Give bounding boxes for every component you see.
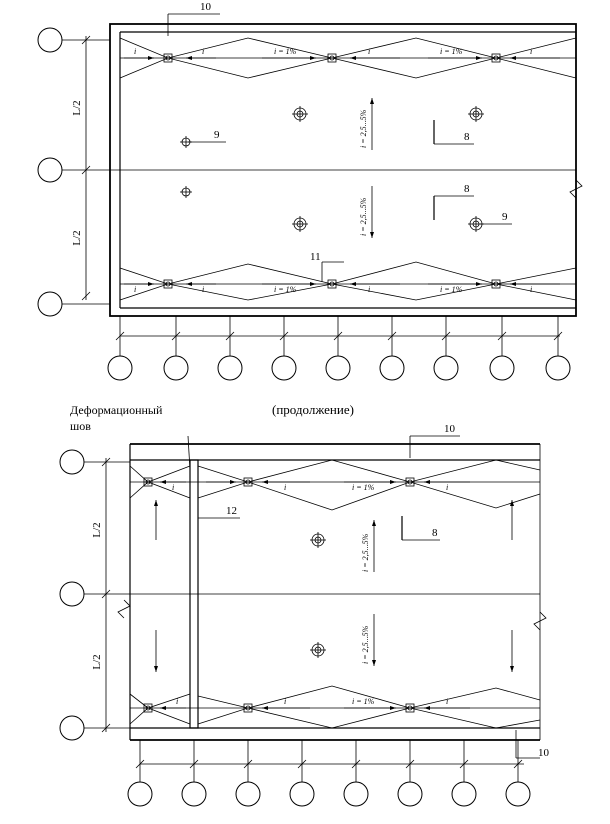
slope-label: i — [202, 285, 205, 294]
dimension-label-lower: L/2 — [91, 654, 103, 670]
roof-drain-funnel — [310, 532, 326, 658]
grid-axis-bubble-bottom — [490, 356, 514, 380]
grid-axis-bubble-bottom — [236, 782, 260, 806]
callout-number: 10 — [538, 747, 549, 759]
dimension-label-upper: L/2 — [71, 100, 83, 116]
slope-label: i — [134, 47, 137, 56]
bottom-roof-plan — [60, 423, 550, 806]
dimension-label-lower: L/2 — [71, 230, 83, 246]
main-slope-arrow-up — [370, 98, 374, 150]
dimension-line-left — [102, 458, 110, 732]
grid-axis-bubble-bottom — [128, 782, 152, 806]
callout-number: 8 — [464, 183, 470, 195]
grid-axis-bubble-left-top — [60, 450, 84, 474]
top-roof-plan — [38, 1, 582, 380]
grid-axis-bubble-bottom — [182, 782, 206, 806]
break-mark — [118, 600, 130, 618]
grid-axis-bubble-bottom — [290, 782, 314, 806]
callout-number: 8 — [432, 527, 438, 539]
expansion-joint-label-line1: Деформационный — [70, 403, 163, 417]
slope-label: i — [446, 483, 449, 492]
dimension-line-left — [82, 36, 90, 300]
edge-slope-arrows — [154, 500, 514, 672]
dimension-label-upper: L/2 — [91, 522, 103, 538]
main-slope-label: i = 2,5...5% — [361, 533, 370, 572]
grid-axis-bubble-bottom — [380, 356, 404, 380]
grid-axis-bubble-left-top — [38, 28, 62, 52]
grid-axis-bubble-bottom — [164, 356, 188, 380]
grid-axis-bubble-bottom — [108, 356, 132, 380]
callout-number: 10 — [444, 423, 455, 435]
slope-label: i — [530, 47, 533, 56]
valley-zigzag-top — [130, 460, 540, 510]
callout-number: 10 — [200, 1, 211, 13]
main-slope-label: i = 2,5...5% — [359, 109, 368, 148]
grid-axis-bubble-bottom — [434, 356, 458, 380]
column-grid-axes-top-plan — [116, 316, 562, 356]
grid-axis-bubble-bottom — [272, 356, 296, 380]
slope-label: i — [368, 285, 371, 294]
slope-label: i — [284, 483, 287, 492]
expansion-joint-label-line2: шов — [70, 419, 91, 433]
valley-drain — [164, 54, 500, 288]
grid-axis-bubble-bottom — [344, 782, 368, 806]
grid-axis-bubble-left-bottom — [38, 292, 62, 316]
slope-label: i — [368, 47, 371, 56]
valley-zigzag-bottom — [130, 686, 540, 728]
callout-number: 12 — [226, 505, 237, 517]
main-slope-arrow-down — [370, 186, 374, 238]
grid-axis-bubble-bottom — [452, 782, 476, 806]
callout-number: 9 — [214, 129, 220, 141]
slope-label: i — [176, 697, 179, 706]
valley-drain — [144, 478, 414, 712]
grid-axis-bubble-left-middle — [38, 158, 62, 182]
slope-label: i — [446, 697, 449, 706]
valley-zigzag-bottom — [120, 262, 576, 300]
slope-label: i — [172, 483, 175, 492]
roof-drain-funnel — [180, 106, 484, 232]
main-slope-label: i = 2,5...5% — [361, 625, 370, 664]
slope-label: i = 1% — [440, 285, 463, 294]
main-slope-arrow-up — [372, 520, 376, 572]
grid-axis-bubble-left-middle — [60, 582, 84, 606]
slope-label: i — [134, 285, 137, 294]
slope-label: i = 1% — [352, 483, 375, 492]
main-slope-label: i = 2,5...5% — [359, 197, 368, 236]
slope-label: i — [530, 285, 533, 294]
continuation-caption: (продолжение) — [272, 402, 354, 417]
callout-number: 11 — [310, 251, 321, 263]
callout-number: 9 — [502, 211, 508, 223]
main-slope-arrow-down — [372, 614, 376, 666]
slope-label: i = 1% — [440, 47, 463, 56]
grid-axis-bubble-bottom — [506, 782, 530, 806]
slope-label: i — [284, 697, 287, 706]
grid-axis-bubble-bottom — [326, 356, 350, 380]
callout-number: 8 — [464, 131, 470, 143]
grid-axis-bubble-left-bottom — [60, 716, 84, 740]
grid-axis-bubble-bottom — [218, 356, 242, 380]
slope-label: i = 1% — [352, 697, 375, 706]
grid-axis-bubble-bottom — [398, 782, 422, 806]
column-grid-axes-bottom-plan — [136, 740, 524, 782]
slope-label: i — [202, 47, 205, 56]
slope-label: i = 1% — [274, 285, 297, 294]
expansion-joint — [188, 436, 198, 728]
slope-label: i = 1% — [274, 47, 297, 56]
grid-axis-bubble-bottom — [546, 356, 570, 380]
